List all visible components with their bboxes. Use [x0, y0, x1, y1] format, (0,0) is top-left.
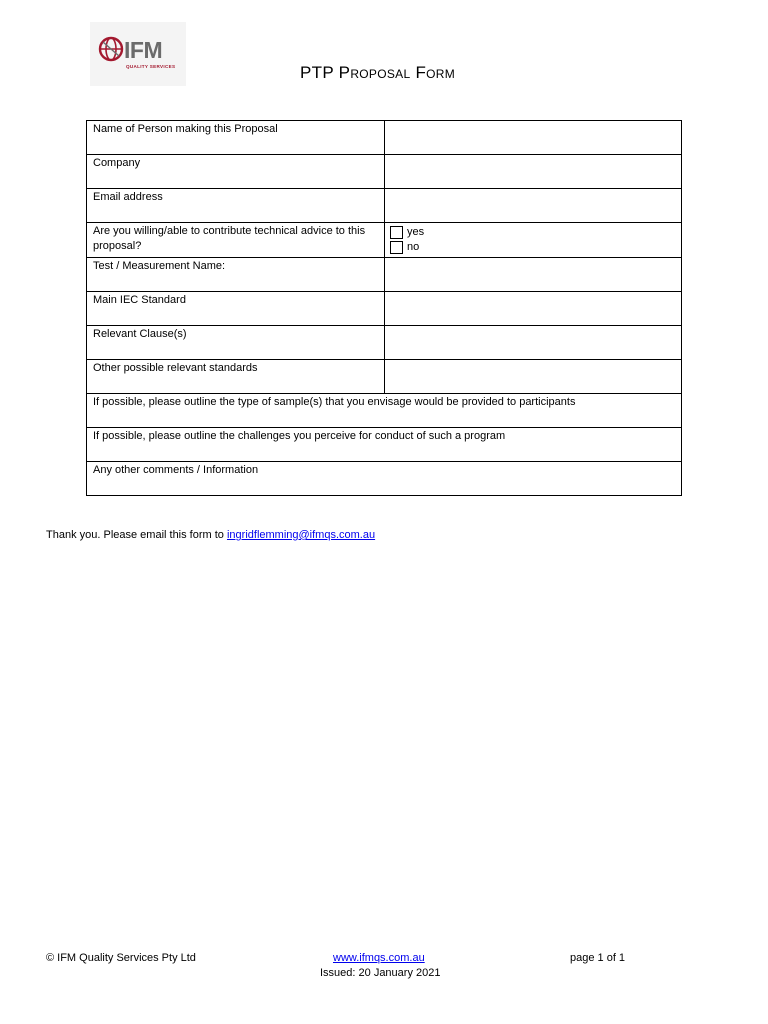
comments-field[interactable]: Any other comments / Information — [87, 462, 682, 496]
thank-you-note — [46, 529, 375, 541]
yes-option[interactable] — [390, 225, 675, 240]
footer-copyright: © IFM Quality Services Pty Ltd — [46, 952, 196, 964]
form-row-comments — [87, 462, 682, 496]
company-logo — [90, 22, 186, 86]
challenges-field[interactable]: If possible, please outline the challenges you perceive for conduct of such a program — [87, 428, 682, 462]
form-row-clauses — [87, 326, 682, 360]
form-row-company — [87, 155, 682, 189]
name-label: Name of Person making this Proposal — [87, 121, 385, 155]
logo-subtitle: QUALITY SERVICES — [126, 64, 176, 69]
yes-label: yes — [407, 226, 425, 238]
iec-standard-input-cell[interactable] — [385, 292, 682, 326]
email-label: Email address — [87, 189, 385, 223]
page-title: PTP Proposal Form — [300, 63, 456, 82]
no-option[interactable] — [390, 240, 675, 255]
iec-standard-label: Main IEC Standard — [87, 292, 385, 326]
footer-page-number: page 1 of 1 — [570, 952, 626, 964]
footer-issued-date: Issued: 20 January 2021 — [320, 967, 441, 979]
form-row-challenges — [87, 428, 682, 462]
form-row-email — [87, 189, 682, 223]
test-name-input-cell[interactable] — [385, 258, 682, 292]
clauses-input-cell[interactable] — [385, 326, 682, 360]
form-row-test-name — [87, 258, 682, 292]
samples-field[interactable]: If possible, please outline the type of sample(s) that you envisage would be provided to participants — [87, 394, 682, 428]
email-input-cell[interactable] — [385, 189, 682, 223]
form-row-iec-standard — [87, 292, 682, 326]
form-row-samples — [87, 394, 682, 428]
yes-checkbox[interactable] — [390, 226, 403, 239]
technical-advice-label: Are you willing/able to contribute technical advice to this proposal? — [87, 223, 385, 258]
footer-website — [333, 952, 425, 964]
form-row-name — [87, 121, 682, 155]
logo-wordmark — [124, 37, 162, 63]
other-standards-label: Other possible relevant standards — [87, 360, 385, 394]
no-checkbox[interactable] — [390, 241, 403, 254]
test-name-label: Test / Measurement Name: — [87, 258, 385, 292]
thank-you-text: Thank you. Please email this form to — [46, 529, 224, 541]
name-input-cell[interactable] — [385, 121, 682, 155]
technical-advice-options — [385, 223, 682, 258]
company-label: Company — [87, 155, 385, 189]
clauses-label: Relevant Clause(s) — [87, 326, 385, 360]
form-row-technical-advice — [87, 223, 682, 258]
website-link[interactable]: www.ifmqs.com.au — [333, 952, 425, 964]
company-input-cell[interactable] — [385, 155, 682, 189]
logo-word: IFM — [124, 37, 163, 63]
other-standards-input-cell[interactable] — [385, 360, 682, 394]
email-link[interactable]: ingridflemming@ifmqs.com.au — [226, 529, 376, 541]
no-label: no — [407, 241, 420, 253]
globe-icon — [98, 36, 124, 62]
form-row-other-standards — [87, 360, 682, 394]
proposal-form-table — [86, 120, 682, 496]
